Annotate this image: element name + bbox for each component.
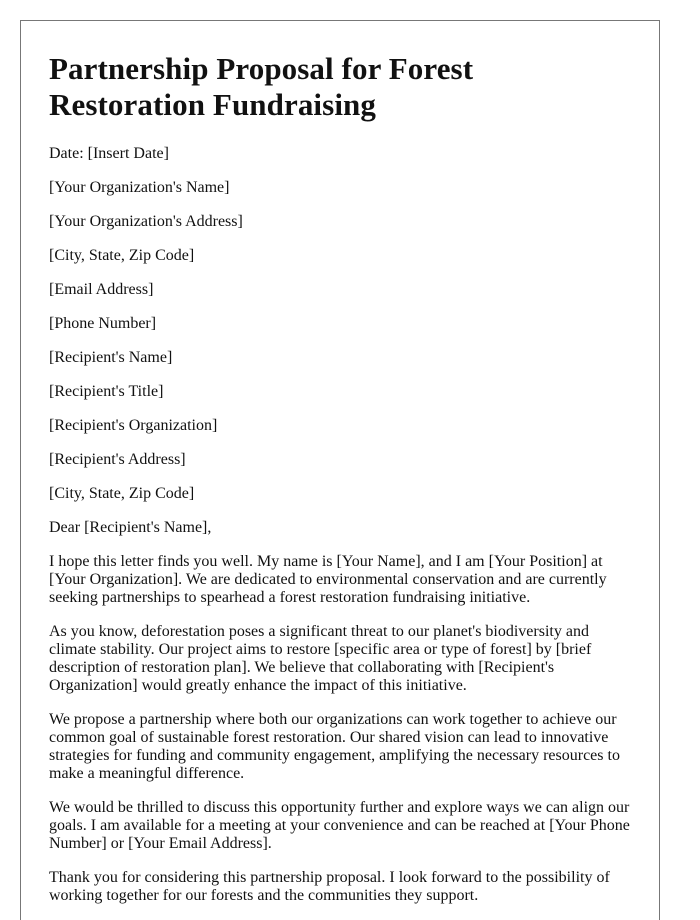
recipient-address: [Recipient's Address] bbox=[49, 451, 186, 468]
recipient-title: [Recipient's Title] bbox=[49, 383, 164, 400]
body-paragraph-proposal: We propose a partnership where both our organizations can work together to achieve our common goal of sustainable forest restoration. Our shared vision can lead to innovative strategies for funding and community engagement, amplifying the necessary resources to make a meaningful difference. bbox=[49, 711, 620, 782]
salutation: Dear [Recipient's Name], bbox=[49, 519, 212, 536]
body-paragraph-closing: Thank you for considering this partnership proposal. I look forward to the possibility of working together for our forests and the communities they support. bbox=[49, 869, 610, 904]
body-paragraph-problem: As you know, deforestation poses a significant threat to our planet's biodiversity and climate stability. Our project aims to restore [specific area or type of forest] by [brief description of restoration plan]. We believe that collaborating with [Recipient's Organization] would greatly enhance the impact of this initiative. bbox=[49, 623, 592, 694]
recipient-name: [Recipient's Name] bbox=[49, 349, 173, 366]
document-title: Partnership Proposal for Forest Restoration Fundraising bbox=[49, 51, 474, 122]
sender-city-state-zip: [City, State, Zip Code] bbox=[49, 247, 195, 264]
recipient-organization: [Recipient's Organization] bbox=[49, 417, 218, 434]
sender-organization-address: [Your Organization's Address] bbox=[49, 213, 243, 230]
sender-organization-name: [Your Organization's Name] bbox=[49, 179, 230, 196]
sender-email: [Email Address] bbox=[49, 281, 154, 298]
recipient-city-state-zip: [City, State, Zip Code] bbox=[49, 485, 195, 502]
sender-phone: [Phone Number] bbox=[49, 315, 157, 332]
date-line: Date: [Insert Date] bbox=[49, 145, 169, 162]
body-paragraph-meeting: We would be thrilled to discuss this opportunity further and explore ways we can align our goals. I am available for a meeting at your convenience and can be reached at [Your Phone Number] or [Your Email Address]. bbox=[49, 799, 630, 852]
body-paragraph-intro: I hope this letter finds you well. My name is [Your Name], and I am [Your Position] at [Your Organization]. We are dedicated to environmental conservation and are currently seeking partnerships to spearhead a forest restoration fundraising initiative. bbox=[49, 553, 607, 606]
letter-page bbox=[20, 20, 660, 920]
